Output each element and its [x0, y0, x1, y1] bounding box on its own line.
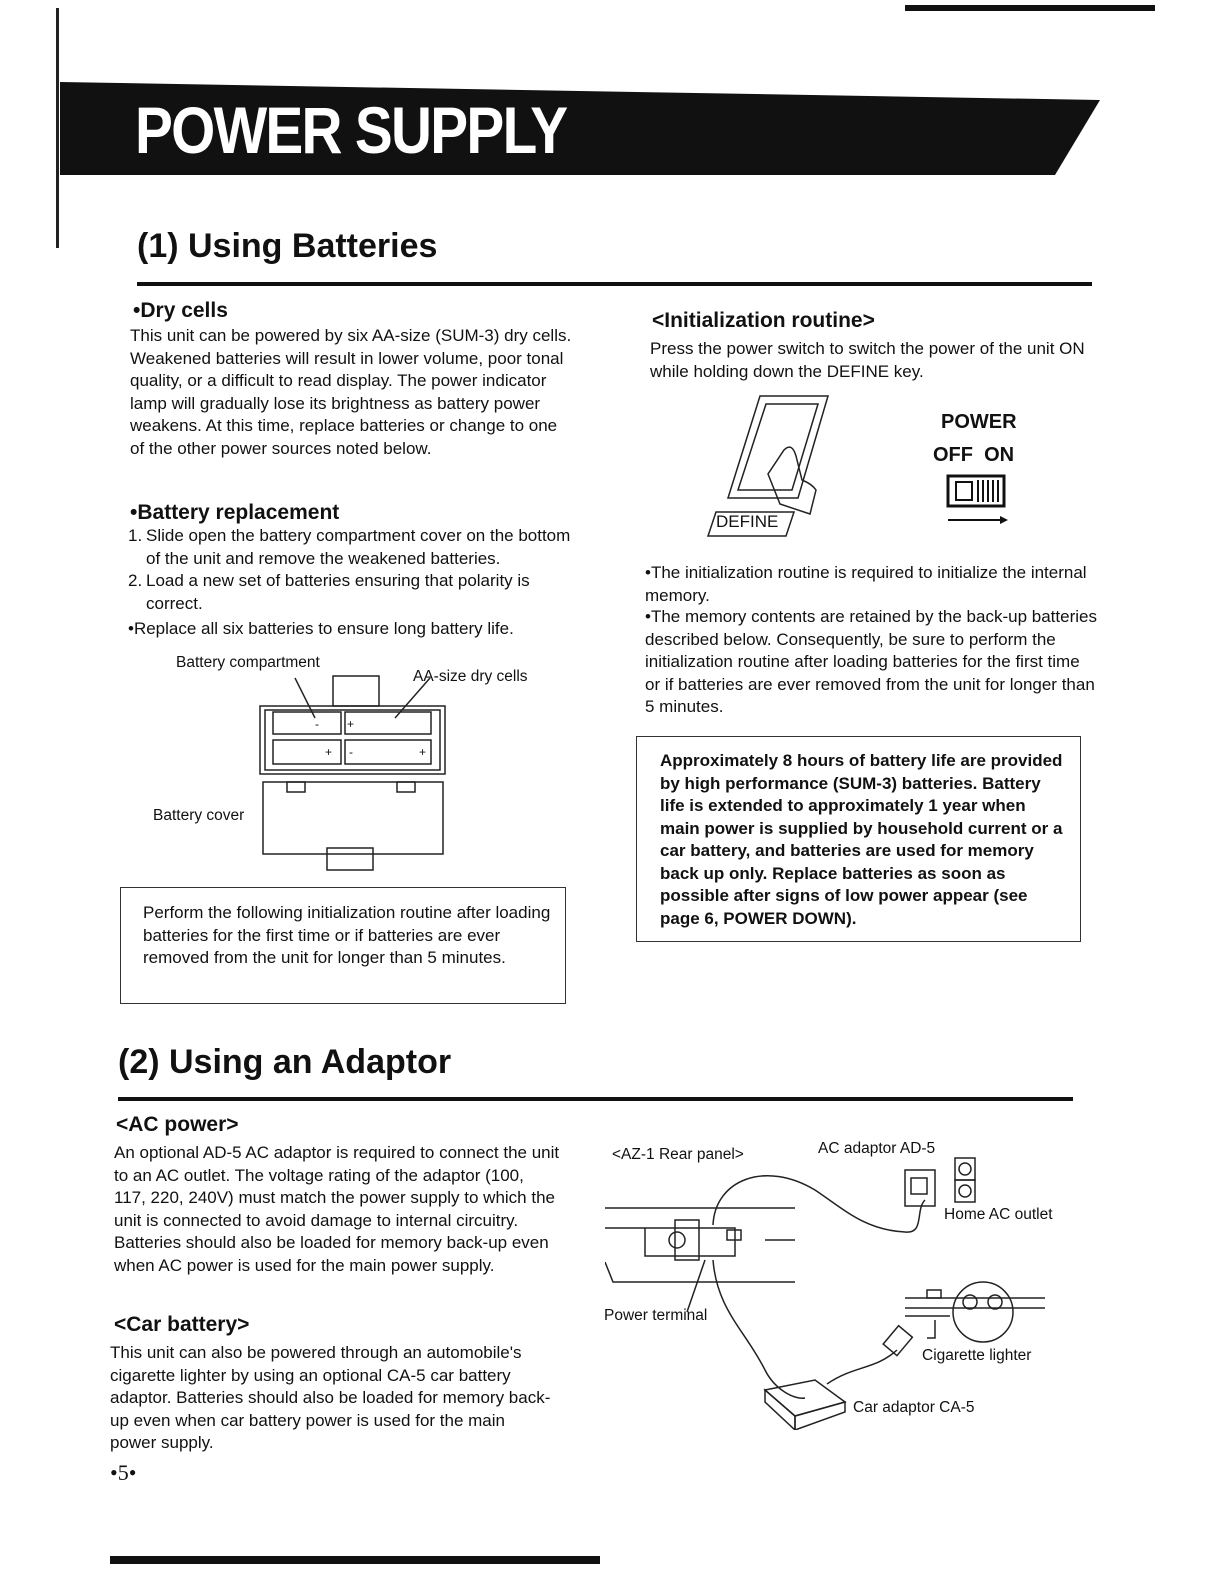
step-text: Load a new set of batteries ensuring that polarity is correct.	[146, 571, 530, 613]
page-number: •5•	[110, 1460, 137, 1485]
ac-power-heading: <AC power>	[116, 1113, 239, 1136]
label-battery-cover: Battery cover	[153, 807, 245, 824]
init-routine-text: Press the power switch to switch the power of the unit ON while holding down the DEFINE key.	[650, 339, 1085, 381]
label-cigarette-lighter: Cigarette lighter	[922, 1347, 1032, 1364]
replacement-step-1	[128, 525, 576, 570]
page-title: POWER SUPPLY	[135, 93, 567, 167]
off-on-label: OFF ON	[933, 444, 1015, 466]
label-aa-cells: AA-size dry cells	[413, 668, 528, 685]
label-rear-panel: <AZ-1 Rear panel>	[612, 1146, 744, 1163]
car-battery-heading: <Car battery>	[114, 1313, 250, 1336]
svg-text:+: +	[347, 717, 355, 731]
left-margin-rule	[56, 8, 59, 248]
car-battery-text: This unit can also be powered through an automobile's cigarette lighter by using an optional CA-5 car battery adaptor. Batteries should also be loaded for memory back-up even when car battery power is used for the main power supply.	[110, 1343, 551, 1452]
bottom-rule	[110, 1556, 600, 1564]
label-home-ac-outlet: Home AC outlet	[944, 1206, 1053, 1223]
step-number: 2.	[128, 571, 143, 590]
svg-text:+: +	[419, 745, 427, 759]
svg-text:-: -	[315, 717, 319, 731]
section1-title: (1) Using Batteries	[137, 227, 438, 265]
label-car-adaptor: Car adaptor CA-5	[853, 1399, 975, 1416]
battery-replacement-heading: •Battery replacement	[130, 501, 340, 524]
label-power-terminal: Power terminal	[604, 1307, 708, 1324]
dry-cells-text: This unit can be powered by six AA-size (SUM-3) dry cells. Weakened batteries will result in lower volume, poor tonal quality, or a difficult to read display. The power indicator lamp will gradually lose its brightness as battery power weakens. At this time, replace batteries or change to one of the other power sources noted below.	[130, 326, 572, 458]
section2-rule	[118, 1097, 1073, 1101]
step-number: 1.	[128, 526, 143, 545]
power-label: POWER	[941, 411, 1017, 433]
init-note-text: Perform the following initialization routine after loading batteries for the first time or if batteries are ever removed from the unit for longer than 5 minutes.	[143, 903, 551, 967]
replacement-note: •Replace all six batteries to ensure long battery life.	[128, 619, 514, 638]
step-text: Slide open the battery compartment cover on the bottom of the unit and remove the weakened batteries.	[146, 526, 571, 568]
label-ac-adaptor: AC adaptor AD-5	[818, 1140, 936, 1157]
adaptor-connection-diagram	[605, 1140, 1055, 1430]
init-routine-heading: <Initialization routine>	[652, 309, 875, 332]
section1-rule	[137, 282, 1092, 286]
label-battery-compartment: Battery compartment	[176, 654, 320, 671]
init-bullet-2: •The memory contents are retained by the back-up batteries described below. Consequently, be sure to perform the initialization routine after loading batteries for the first time or if batteries are ever removed from the unit for longer than 5 minutes.	[645, 607, 1097, 716]
battery-compartment-diagram	[255, 670, 455, 880]
power-switch-icon	[940, 472, 1020, 532]
battery-life-text: Approximately 8 hours of battery life are provided by high performance (SUM-3) batteries. Battery life is extended to approximately 1 year when main power is supplied by household current or a car battery, and batteries are used for memory back up only. Replace batteries as soon as possible after signs of low power appear (see page 6, POWER DOWN).	[660, 751, 1063, 928]
top-rule	[905, 5, 1155, 11]
ac-power-text: An optional AD-5 AC adaptor is required to connect the unit to an AC outlet. The voltage rating of the adaptor (100, 117, 220, 240V) must match the power supply to which the unit is connected to avoid damage to internal circuitry. Batteries should also be loaded for memory back-up even when AC power is used for the main power supply.	[114, 1143, 560, 1275]
section2-title: (2) Using an Adaptor	[118, 1043, 452, 1081]
init-bullet-1: •The initialization routine is required to initialize the internal memory.	[645, 563, 1087, 605]
svg-text:+: +	[325, 745, 333, 759]
dry-cells-heading: •Dry cells	[133, 299, 228, 322]
replacement-step-2	[128, 570, 576, 615]
svg-text:-: -	[349, 745, 353, 759]
define-key-label: DEFINE	[716, 512, 779, 531]
